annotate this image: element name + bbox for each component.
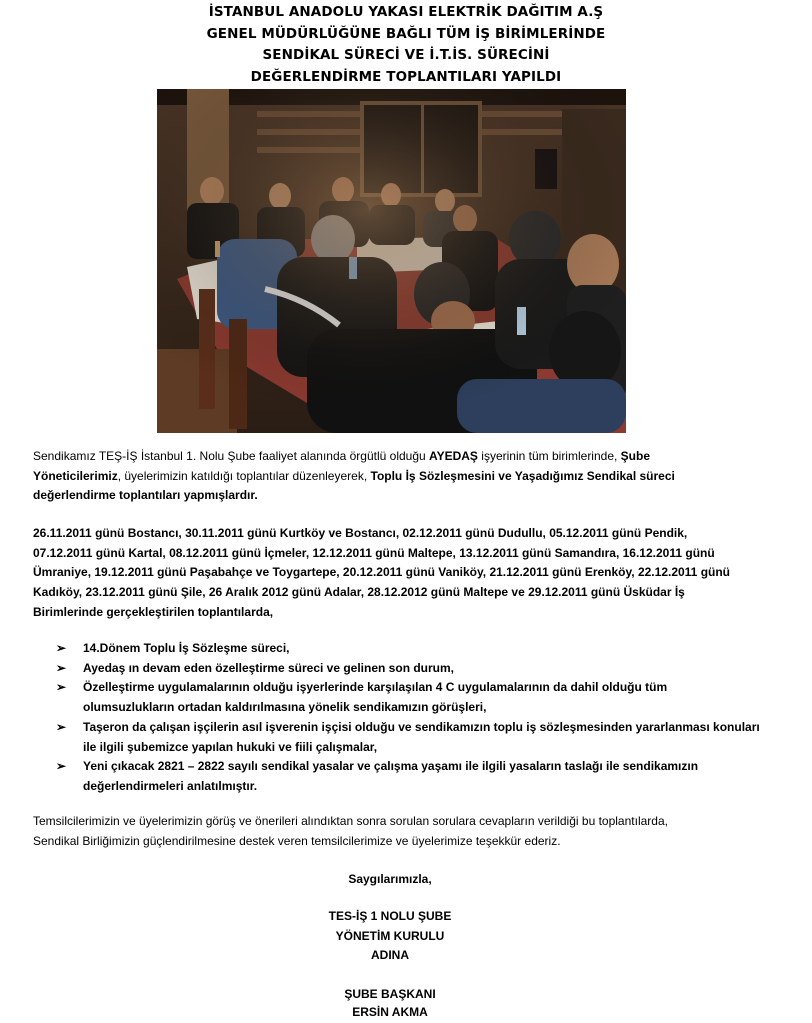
intro-line — [33, 447, 793, 467]
arrow-bullet-icon: ➢ — [56, 680, 67, 695]
topics-list — [56, 639, 796, 797]
dates-line: 07.12.2011 günü Kartal, 08.12.2011 günü İçmeler, 12.12.2011 günü Maltepe, 13.12.2011 günü Samandıra, 16.12.2011 günü — [33, 545, 715, 560]
signature-org — [0, 907, 780, 966]
dates-line: Kadıköy, 23.12.2011 günü Şile, 26 Aralık 2012 günü Adalar, 28.12.2012 günü Maltepe ve 29.12.2011 günü Üsküdar İş — [33, 585, 685, 600]
title-line: GENEL MÜDÜRLÜĞÜNE BAĞLI TÜM İŞ BİRİMLERİNDE — [206, 25, 606, 42]
list-item-text: ile ilgili şubemizce yapılan hukuki ve fiili çalışmalar, — [83, 739, 378, 754]
list-item-text: Ayedaş ın devam eden özelleştirme süreci ve gelinen son durum, — [83, 660, 455, 675]
title-line: DEĞERLENDİRME TOPLANTILARI YAPILDI — [250, 68, 562, 85]
list-item — [56, 718, 796, 757]
list-item — [56, 678, 796, 717]
list-item-text: değerlendirmeleri anlatılmıştır. — [83, 778, 258, 793]
closing-line: Temsilcilerimizin ve üyelerimizin görüş ve önerileri alındıktan sonra sorulan sorulara cevapların verildiği bu toplantılarda, — [33, 814, 668, 828]
list-item — [56, 757, 796, 796]
dates-paragraph — [33, 524, 793, 623]
signature-org-line: TES-İŞ 1 NOLU ŞUBE — [328, 909, 452, 923]
intro-line: değerlendirme toplantıları yapmışlardır. — [33, 488, 258, 503]
list-item-text: Yeni çıkacak 2821 – 2822 sayılı sendikal yasalar ve çalışma yaşamı ile ilgili yasaların taslağı ile sendikamızın — [83, 759, 699, 774]
intro-bold-text: Toplu İş Sözleşmesini ve Yaşadığımız Sendikal süreci — [370, 468, 675, 483]
list-item-text: Taşeron da çalışan işçilerin asıl işverenin işçisi olduğu ve sendikamızın toplu iş sözleşmesinden yararlanması konuları — [83, 719, 760, 734]
intro-line — [33, 467, 793, 487]
signature-org-line: ADINA — [371, 948, 409, 962]
intro-bold-text: Şube — [620, 449, 651, 463]
title-line: SENDİKAL SÜRECİ VE İ.T.İS. SÜRECİNİ — [262, 47, 550, 63]
list-item — [56, 639, 796, 659]
closing-paragraph — [33, 812, 793, 851]
dates-line: Ümraniye, 19.12.2011 günü Paşabahçe ve Toygartepe, 20.12.2011 günü Vaniköy, 21.12.2011 günü Erenköy, 22.12.2011 günü — [33, 565, 731, 580]
signature-role: ŞUBE BAŞKANI — [344, 987, 436, 1001]
intro-text: , üyelerimizin katıldığı toplantılar düzenleyerek, — [117, 468, 371, 483]
arrow-bullet-icon: ➢ — [56, 719, 67, 734]
intro-bold-text: Yöneticilerimiz — [33, 468, 118, 483]
arrow-bullet-icon: ➢ — [56, 641, 67, 655]
list-item — [56, 659, 796, 679]
intro-paragraph — [33, 447, 793, 506]
dates-line: 26.11.2011 günü Bostancı, 30.11.2011 günü Kurtköy ve Bostancı, 02.12.2011 günü Dudullu, 05.12.2011 günü Pendik, — [33, 526, 688, 540]
list-item-text: Özelleştirme uygulamalarının olduğu işyerlerinde karşılaşılan 4 C uygulamalarının da dahil olduğu tüm — [83, 680, 668, 695]
intro-company: AYEDAŞ — [429, 449, 478, 463]
document-title — [0, 2, 812, 88]
arrow-bullet-icon: ➢ — [56, 660, 67, 675]
list-item-text: olumsuzlukların ortadan kaldırılmasına yönelik sendikamızın görüşleri, — [83, 700, 487, 715]
meeting-photo — [157, 89, 626, 433]
intro-text: Sendikamız TEŞ-İŞ İstanbul 1. Nolu Şube faaliyet alanında örgütlü olduğu — [33, 449, 430, 463]
greeting: Saygılarımızla, — [348, 872, 432, 886]
signature-name: ERSİN AKMA — [352, 1005, 428, 1019]
dates-line: Birimlerinde gerçekleştirilen toplantılarda, — [33, 604, 274, 619]
list-item-text: 14.Dönem Toplu İş Sözleşme süreci, — [83, 641, 290, 655]
closing-line: Sendikal Birliğimizin güçlendirilmesine destek veren temsilcilerimize ve üyelerimize teşekkür ederiz. — [33, 833, 561, 848]
arrow-bullet-icon: ➢ — [56, 759, 67, 774]
title-line: İSTANBUL ANADOLU YAKASI ELEKTRİK DAĞITIM A.Ş — [208, 4, 604, 20]
intro-text: işyerinin tüm birimlerinde, — [477, 449, 621, 463]
signature-org-line: YÖNETİM KURULU — [335, 928, 445, 943]
